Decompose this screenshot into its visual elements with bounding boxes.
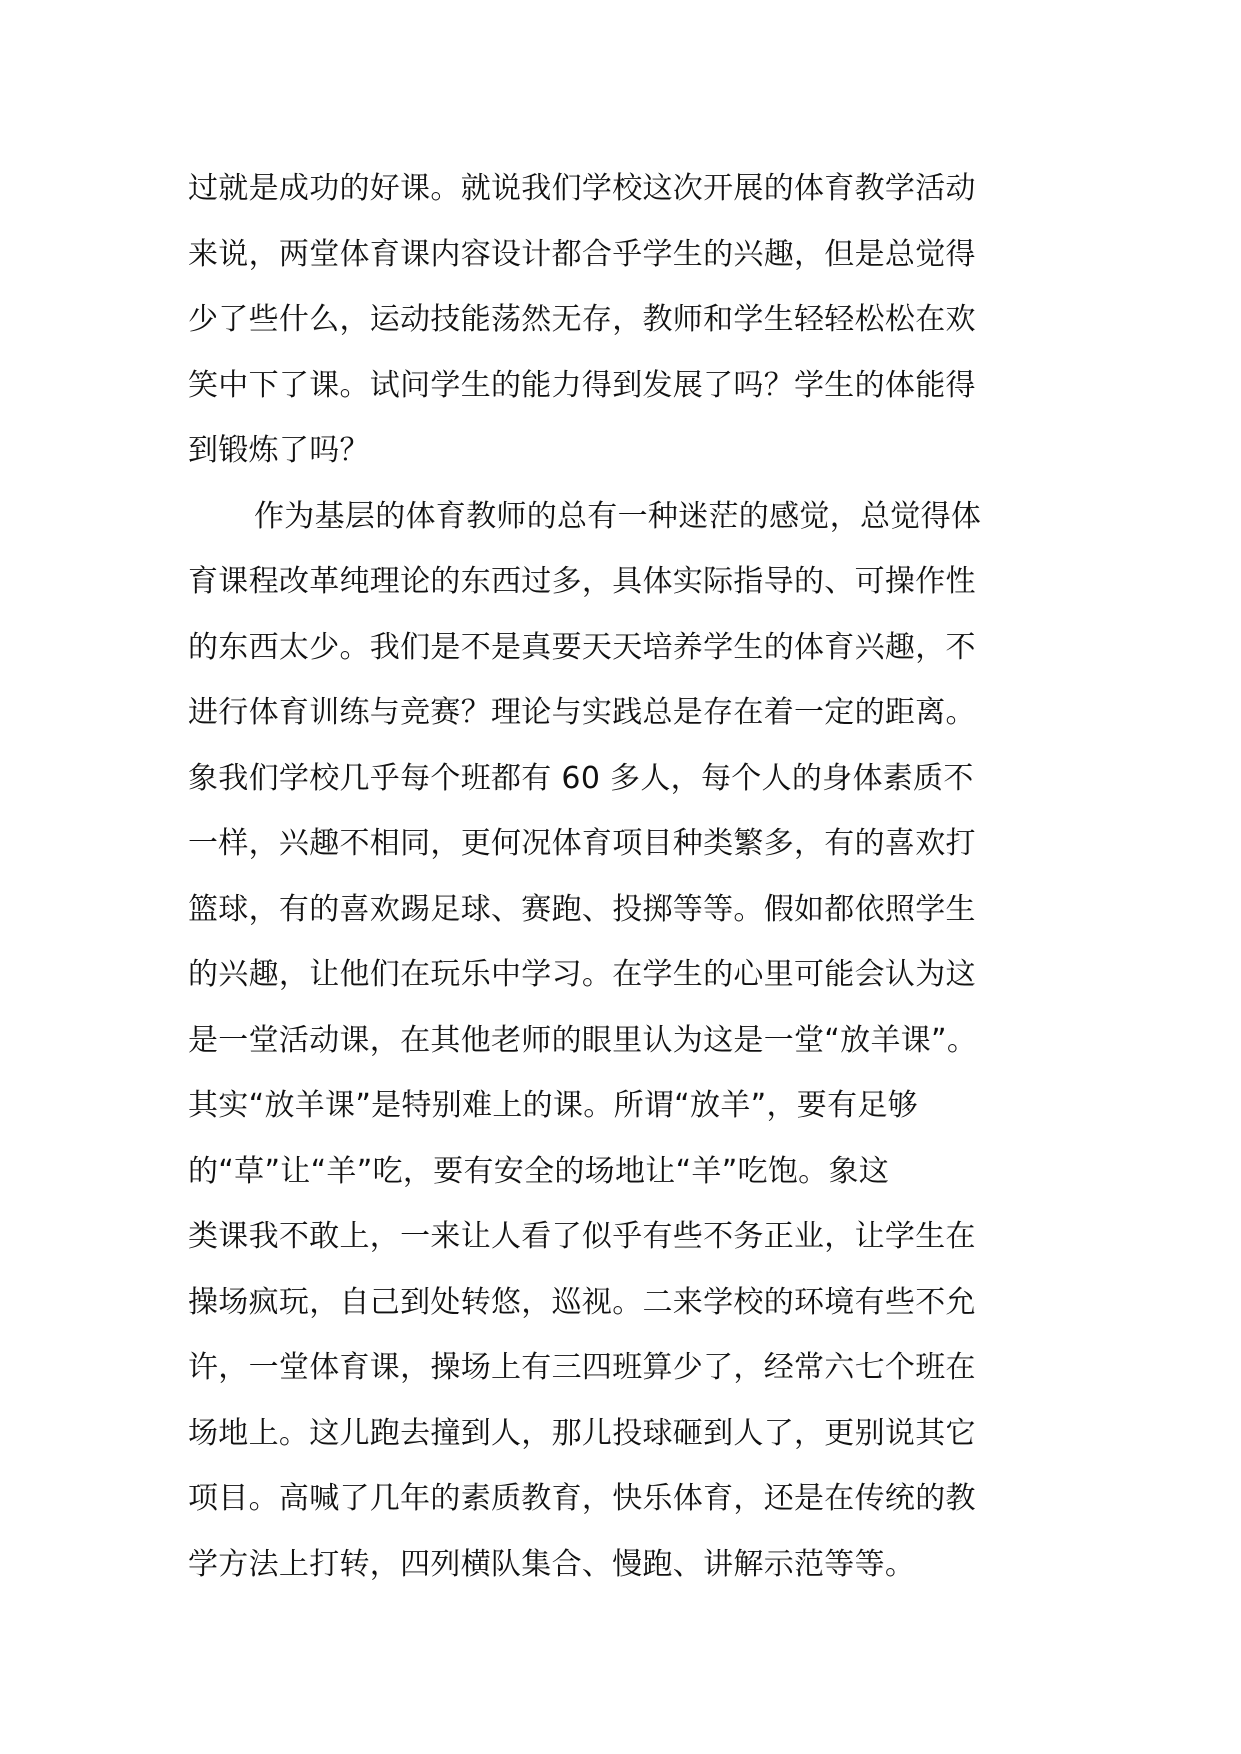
text-line: 到锻炼了吗？ xyxy=(188,433,370,468)
text-line: 一样，兴趣不相同，更何况体育项目种类繁多，有的喜欢打 xyxy=(188,826,976,861)
text-line: 其实“放羊课”是特别难上的课。所谓“放羊”，要有足够 xyxy=(188,1088,918,1123)
body-text xyxy=(188,156,1058,1597)
text-line: 类课我不敢上，一来让人看了似乎有些不务正业，让学生在 xyxy=(188,1219,976,1254)
text-line: 来说，两堂体育课内容设计都合乎学生的兴趣，但是总觉得 xyxy=(188,236,976,272)
text-line: 场地上。这儿跑去撞到人，那儿投球砸到人了，更别说其它 xyxy=(188,1415,976,1451)
text-line: 项目。高喊了几年的素质教育，快乐体育，还是在传统的教 xyxy=(188,1481,976,1516)
text-line: 笑中下了课。试问学生的能力得到发展了吗？学生的体能得 xyxy=(188,367,976,403)
text-line: 是一堂活动课，在其他老师的眼里认为这是一堂“放羊课”。 xyxy=(188,1022,978,1058)
text-line: 进行体育训练与竞赛？理论与实践总是存在着一定的距离。 xyxy=(188,695,976,730)
text-line: 少了些什么，运动技能荡然无存，教师和学生轻轻松松在欢 xyxy=(188,302,976,337)
text-line: 的兴趣，让他们在玩乐中学习。在学生的心里可能会认为这 xyxy=(188,957,976,992)
text-line: 的“草”让“羊”吃，要有安全的场地让“羊”吃饱。象这 xyxy=(188,1153,890,1189)
text-line: 篮球，有的喜欢踢足球、赛跑、投掷等等。假如都依照学生 xyxy=(188,891,976,927)
text-line: 育课程改革纯理论的东西过多，具体实际指导的、可操作性 xyxy=(188,564,976,599)
text-line: 学方法上打转，四列横队集合、慢跑、讲解示范等等。 xyxy=(188,1546,916,1582)
text-line: 许，一堂体育课，操场上有三四班算少了，经常六七个班在 xyxy=(188,1350,976,1385)
text-line: 象我们学校几乎每个班都有 60 多人，每个人的身体素质不 xyxy=(188,760,974,796)
text-line: 的东西太少。我们是不是真要天天培养学生的体育兴趣，不 xyxy=(188,629,976,665)
text-line: 过就是成功的好课。就说我们学校这次开展的体育教学活动 xyxy=(188,171,976,206)
text-line: 操场疯玩，自己到处转悠，巡视。二来学校的环境有些不允 xyxy=(188,1284,976,1320)
paragraph-start-line: 作为基层的体育教师的总有一种迷茫的感觉，总觉得体 xyxy=(254,498,982,534)
